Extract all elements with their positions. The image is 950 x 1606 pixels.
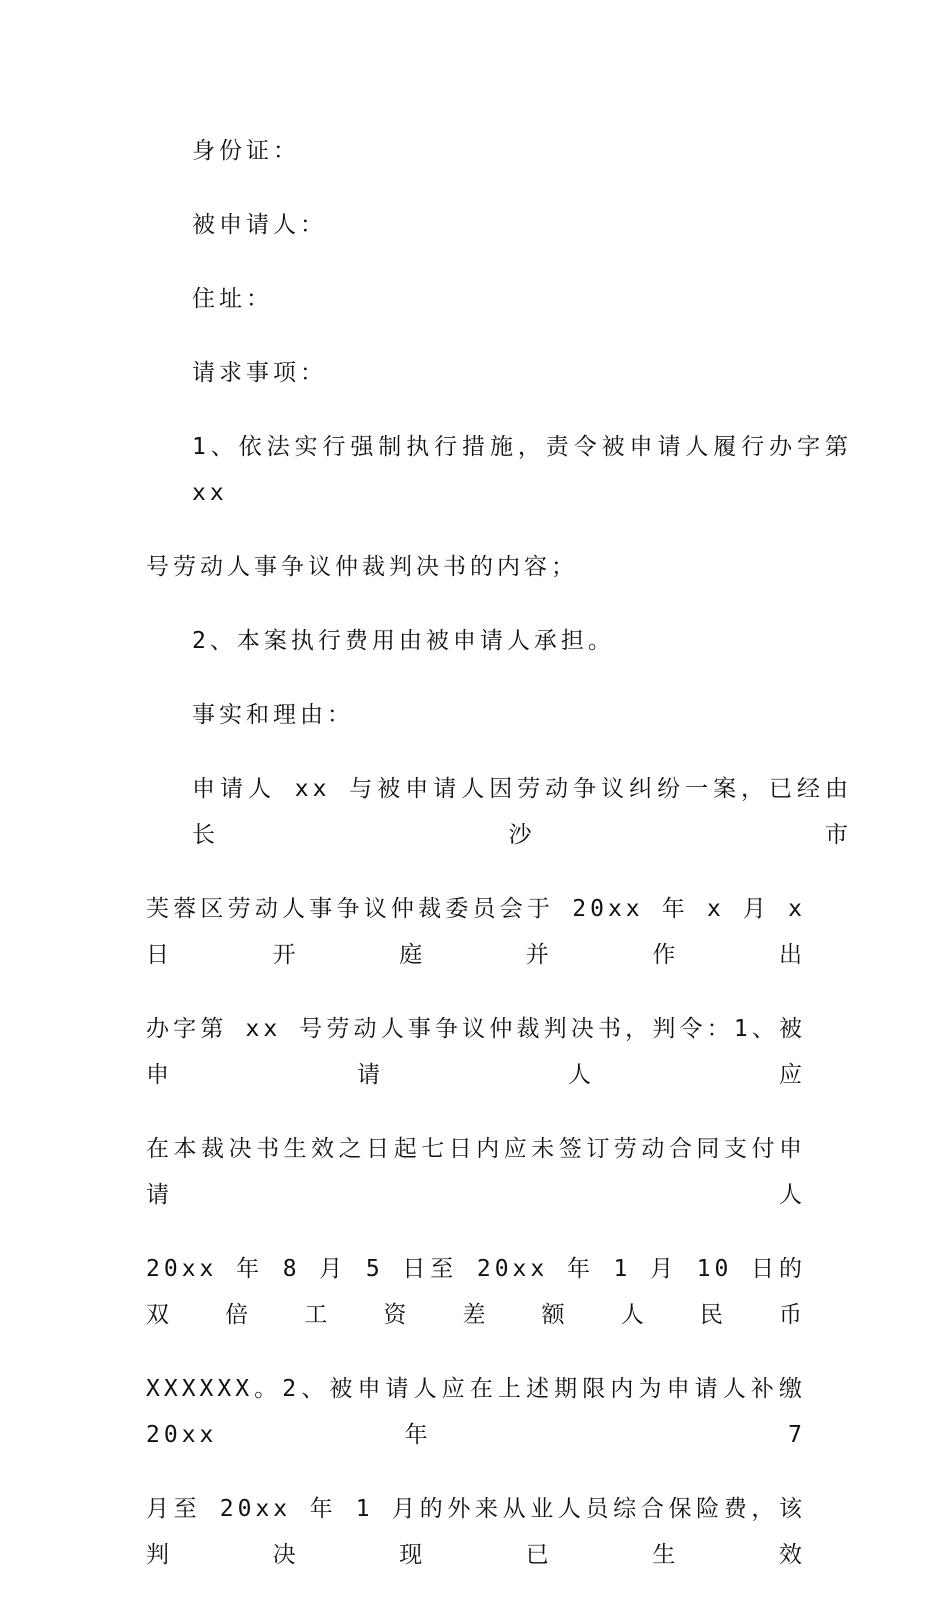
facts-line-6: XXXXXX。2、被申请人应在上述期限内为申请人补缴 20xx 年 7: [146, 1376, 806, 1448]
claims-heading: 请求事项：: [192, 360, 327, 386]
facts-heading: 事实和理由：: [192, 702, 354, 728]
document-text: [146, 128, 852, 1606]
facts-line-2: 芙蓉区劳动人事争议仲裁委员会于 20xx 年 x 月 x 日开庭并作出: [146, 896, 806, 968]
claim-2: 2、本案执行费用由被申请人承担。: [192, 628, 615, 654]
facts-line-1: 申请人 xx 与被申请人因劳动争议纠纷一案，已经由长沙市: [192, 776, 852, 848]
respondent-label: 被申请人：: [192, 212, 327, 238]
claim-1-line-2: 号劳动人事争议仲裁判决书的内容；: [146, 554, 578, 580]
address-label: 住址：: [192, 286, 273, 312]
id-card-label: 身份证：: [192, 138, 300, 164]
claim-1-line-1: 1、依法实行强制执行措施，责令被申请人履行办字第 xx: [192, 434, 852, 506]
facts-line-3: 办字第 xx 号劳动人事争议仲裁判决书，判令：1、被申请人应: [146, 1016, 806, 1088]
facts-line-4: 在本裁决书生效之日起七日内应未签订劳动合同支付申请人: [146, 1136, 806, 1208]
facts-line-7: 月至 20xx 年 1 月的外来从业人员综合保险费，该判决现已生效: [146, 1496, 806, 1568]
facts-line-5: 20xx 年 8 月 5 日至 20xx 年 1 月 10 日的双倍工资差额人民币: [146, 1256, 806, 1328]
